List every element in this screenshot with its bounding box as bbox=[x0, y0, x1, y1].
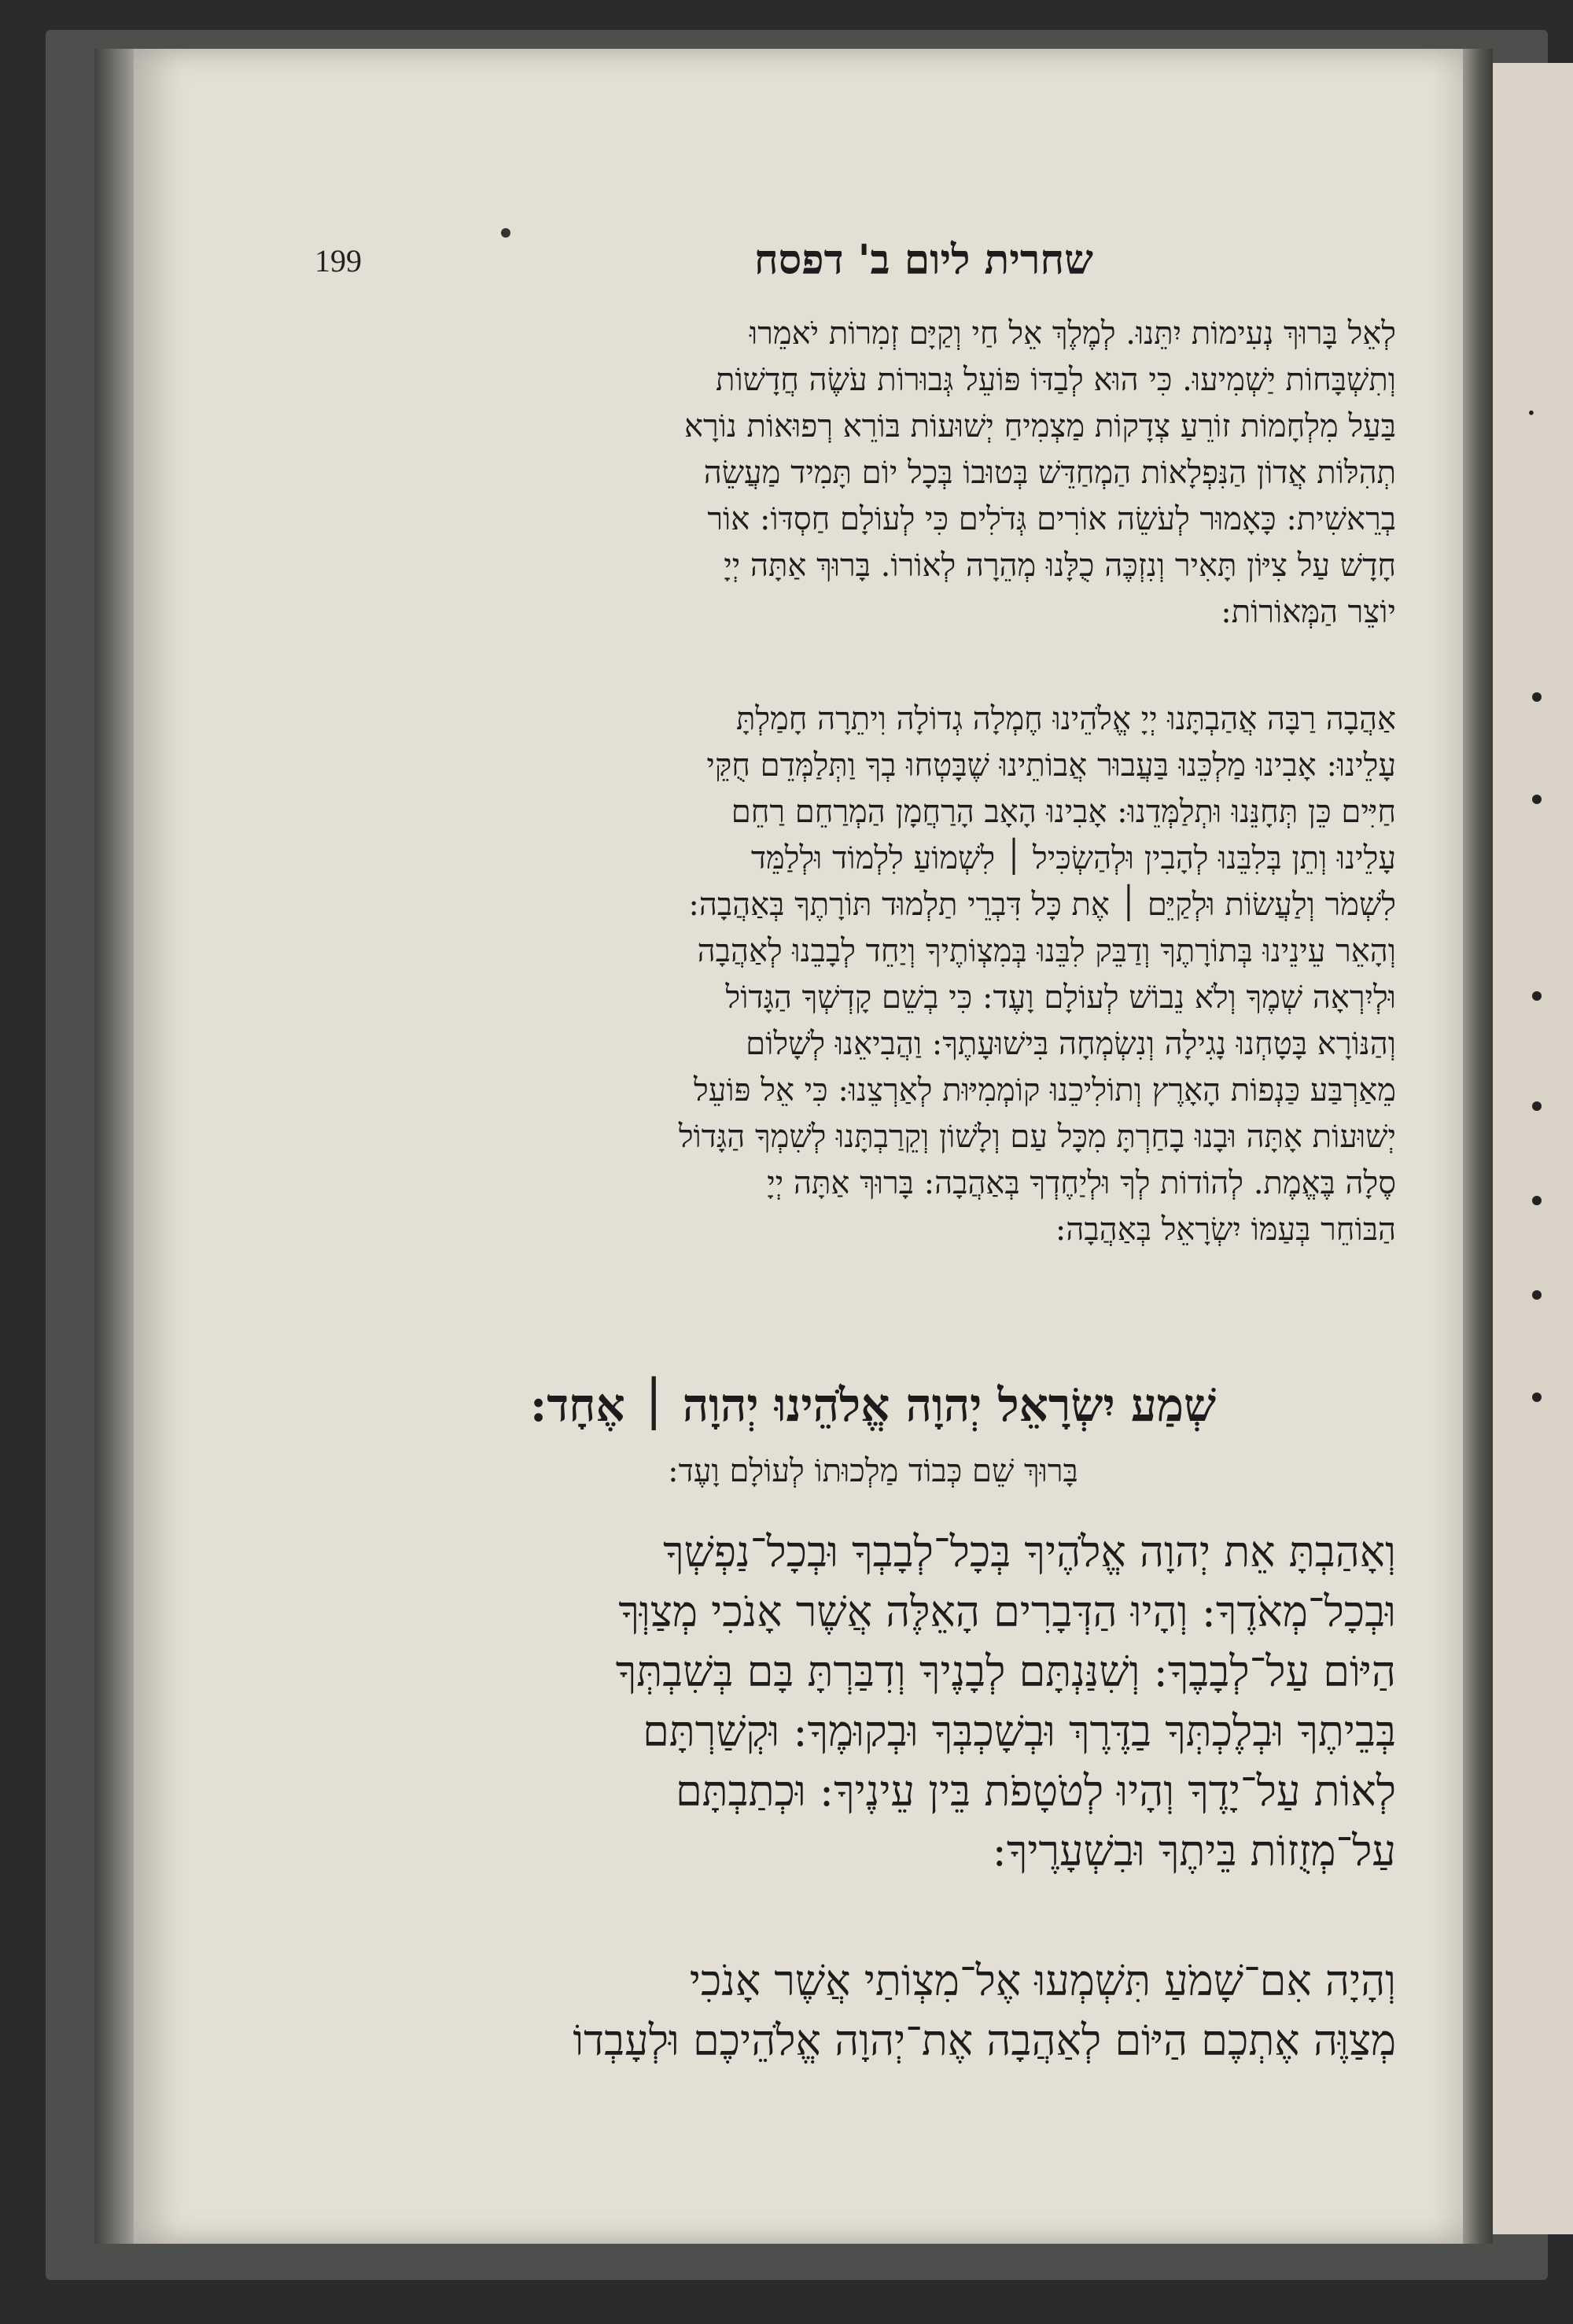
text-line: בְּבֵיתֶךָ וּבְלֶכְתְּךָ בַדֶּרֶךְ וּבְשָׁכְבְּךָ וּבְקוּמֶךָ: וּקְשַׁרְתָּם bbox=[643, 1706, 1396, 1756]
text-line: עַל־מְזֻזוֹת בֵּיתֶךָ וּבִשְׁעָרֶיךָ: bbox=[992, 1826, 1396, 1876]
edge-mark bbox=[1532, 1290, 1542, 1300]
text-line: וְאָהַבְתָּ אֵת יְהוָה אֱלֹהֶיךָ בְּכָל־לְבָבְךָ וּבְכָל־נַפְשְׁךָ bbox=[663, 1527, 1396, 1577]
text-line: מְצַוֶּה אֶתְכֶם הַיּוֹם לְאַהֲבָה אֶת־יְהוָה אֱלֹהֵיכֶם וּלְעָבְדוֹ bbox=[573, 2016, 1396, 2065]
edge-mark bbox=[1532, 1393, 1542, 1402]
text-line: הַיּוֹם עַל־לְבָבֶךָ: וְשִׁנַּנְתָּם לְבָנֶיךָ וְדִבַּרְתָּ בָּם בְּשִׁבְתְּךָ bbox=[615, 1647, 1396, 1696]
text-line: חָדָשׁ עַל צִיּוֹן תָּאִיר וְנִזְכֶּה כֻלָּנוּ מְהֵרָה לְאוֹרוֹ. בָּרוּךְ אַתָּה יְיָ bbox=[724, 548, 1396, 584]
text-line: מֵאַרְבַּע כַּנְפוֹת הָאָרֶץ וְתוֹלִיכֵנוּ קוֹמְמִיּוּת לְאַרְצֵנוּ: כִּי אֵל פּוֹעֵל bbox=[693, 1072, 1396, 1109]
edge-mark bbox=[1532, 1101, 1542, 1111]
text-line: יְשׁוּעוֹת אָתָּה וּבָנוּ בָחַרְתָּ מִכָּל עַם וְלָשׁוֹן וְקֵרַבְתָּנוּ לְשִׁמְךָ הַגָּדוֹל bbox=[678, 1119, 1396, 1155]
edge-mark bbox=[1532, 991, 1542, 1001]
adjacent-page-edge bbox=[1493, 63, 1573, 2234]
text-line: וּלְיִרְאָה שְׁמֶךָ וְלֹא נֵבוֹשׁ לְעוֹלָם וָעֶד: כִּי בְשֵׁם קָדְשְׁךָ הַגָּדוֹל bbox=[725, 979, 1396, 1016]
paragraph-vehaya bbox=[311, 1951, 1396, 2071]
text-line: לִשְׁמֹר וְלַעֲשׂוֹת וּלְקַיֵּם ׀ אֶת כָּל דִּבְרֵי תַלְמוּד תּוֹרָתֶךָ בְּאַהֲבָה: bbox=[688, 887, 1396, 923]
text-line: בְרֵאשִׁית: כָּאָמוּר לְעֹשֵׂה אוֹרִים גְּדֹלִים כִּי לְעוֹלָם חַסְדּוֹ: אוֹר bbox=[707, 501, 1396, 537]
text-line: חַיִּים כֵּן תְּחָנֵּנוּ וּתְלַמְּדֵנוּ: אָבִינוּ הָאָב הָרַחֲמָן הַמְרַחֵם רַחֵם bbox=[731, 794, 1396, 830]
page-header bbox=[315, 236, 1101, 299]
text-line: יוֹצֵר הַמְּאוֹרוֹת: bbox=[1221, 594, 1396, 630]
edge-mark bbox=[1532, 795, 1542, 804]
edge-glyph: · bbox=[1526, 393, 1537, 433]
header-dot bbox=[501, 228, 510, 238]
page-gutter bbox=[1463, 49, 1493, 2244]
text-line: וְהָיָה אִם־שָׁמֹעַ תִּשְׁמְעוּ אֶל־מִצְוֹתַי אֲשֶׁר אָנֹכִי bbox=[689, 1956, 1396, 2005]
text-line: סֶלָה בֶּאֱמֶת. לְהוֹדוֹת לְךָ וּלְיַחֶדְךָ בְּאַהֲבָה: בָּרוּךְ אַתָּה יְיָ bbox=[767, 1165, 1396, 1201]
paragraph-vahavta bbox=[311, 1522, 1396, 1881]
text-line: וְתִשְׁבָּחוֹת יַשְׁמִיעוּ. כִּי הוּא לְבַדּוֹ פּוֹעֵל גְּבוּרוֹת עֹשֶׂה חֲדָשׁוֹת bbox=[716, 362, 1396, 398]
text-line: וּבְכָל־מְאֹדֶךָ: וְהָיוּ הַדְּבָרִים הָאֵלֶּה אֲשֶׁר אָנֹכִי מְצַוְּךָ bbox=[618, 1587, 1396, 1636]
text-line: וְהָאֵר עֵינֵינוּ בְּתוֹרָתֶךָ וְדַבֵּק לִבֵּנוּ בְּמִצְוֹתֶיךָ וְיַחֵד לְבָבֵנוּ לְאַהֲבָה bbox=[697, 933, 1396, 969]
text-line: לְאֵל בָּרוּךְ נְעִימוֹת יִתֵּנוּ. לְמֶלֶךְ אֵל חַי וְקַיָּם זְמִרוֹת יֹאמֵרוּ bbox=[750, 315, 1396, 352]
page-number: 199 bbox=[315, 243, 362, 279]
text-line: בַּעַל מִלְחָמוֹת זוֹרֵעַ צְדָקוֹת מַצְמִיחַ יְשׁוּעוֹת בּוֹרֵא רְפוּאוֹת נוֹרָא bbox=[683, 408, 1396, 445]
text-line: עָלֵינוּ וְתֵן בְּלִבֵּנוּ לְהָבִין וּלְהַשְׂכִּיל ׀ לִשְׁמוֹעַ לִלְמוֹד וּלְלַמֵּד bbox=[750, 840, 1396, 876]
paragraph-ahava-raba bbox=[311, 696, 1396, 1253]
text-line: תְהִלּוֹת אֲדוֹן הַנִּפְלָאוֹת הַמְחַדֵּשׁ בְּטוּבוֹ בְּכָל יוֹם תָּמִיד מַעֲשֵׂה bbox=[703, 455, 1396, 491]
text-line: אַהֲבָה רַבָּה אֲהַבְתָּנוּ יְיָ אֱלֹהֵינוּ חֶמְלָה גְדוֹלָה וִיתֵרָה חָמַלְתָּ bbox=[735, 701, 1396, 737]
text-line: עָלֵינוּ: אָבִינוּ מַלְכֵּנוּ בַּעֲבוּר אֲבוֹתֵינוּ שֶׁבָּטְחוּ בְךָ וַתְּלַמְּדֵם חֻקֵּי bbox=[706, 747, 1396, 784]
text-line: וְהַנּוֹרָא בָּטָחְנוּ נָגִילָה וְנִשְׂמְחָה בִּישׁוּעָתֶךָ: וַהֲבִיאֵנוּ לְשָׁלוֹם bbox=[746, 1026, 1396, 1062]
running-title: שחרית ליום ב' דפסח bbox=[753, 236, 1093, 284]
edge-mark bbox=[1532, 1196, 1542, 1205]
text-line: לְאוֹת עַל־יָדֶךָ וְהָיוּ לְטֹטָפֹת בֵּין עֵינֶיךָ: וּכְתַבְתָּם bbox=[675, 1766, 1396, 1816]
baruch-shem-line: בָּרוּךְ שֵׁם כְּבוֹד מַלְכוּתוֹ לְעוֹלָם וָעֶד: bbox=[668, 1453, 1078, 1489]
shema-line: שְׁמַע יִשְׂרָאֵל יְהוָה אֱלֹהֵינוּ יְהוָה ׀ אֶחָד: bbox=[529, 1378, 1217, 1432]
paragraph-le-el-baruch bbox=[311, 311, 1396, 636]
text-line: הַבּוֹחֵר בְּעַמּוֹ יִשְׂרָאֵל בְּאַהֲבָה: bbox=[1055, 1212, 1396, 1248]
edge-mark bbox=[1532, 692, 1542, 702]
